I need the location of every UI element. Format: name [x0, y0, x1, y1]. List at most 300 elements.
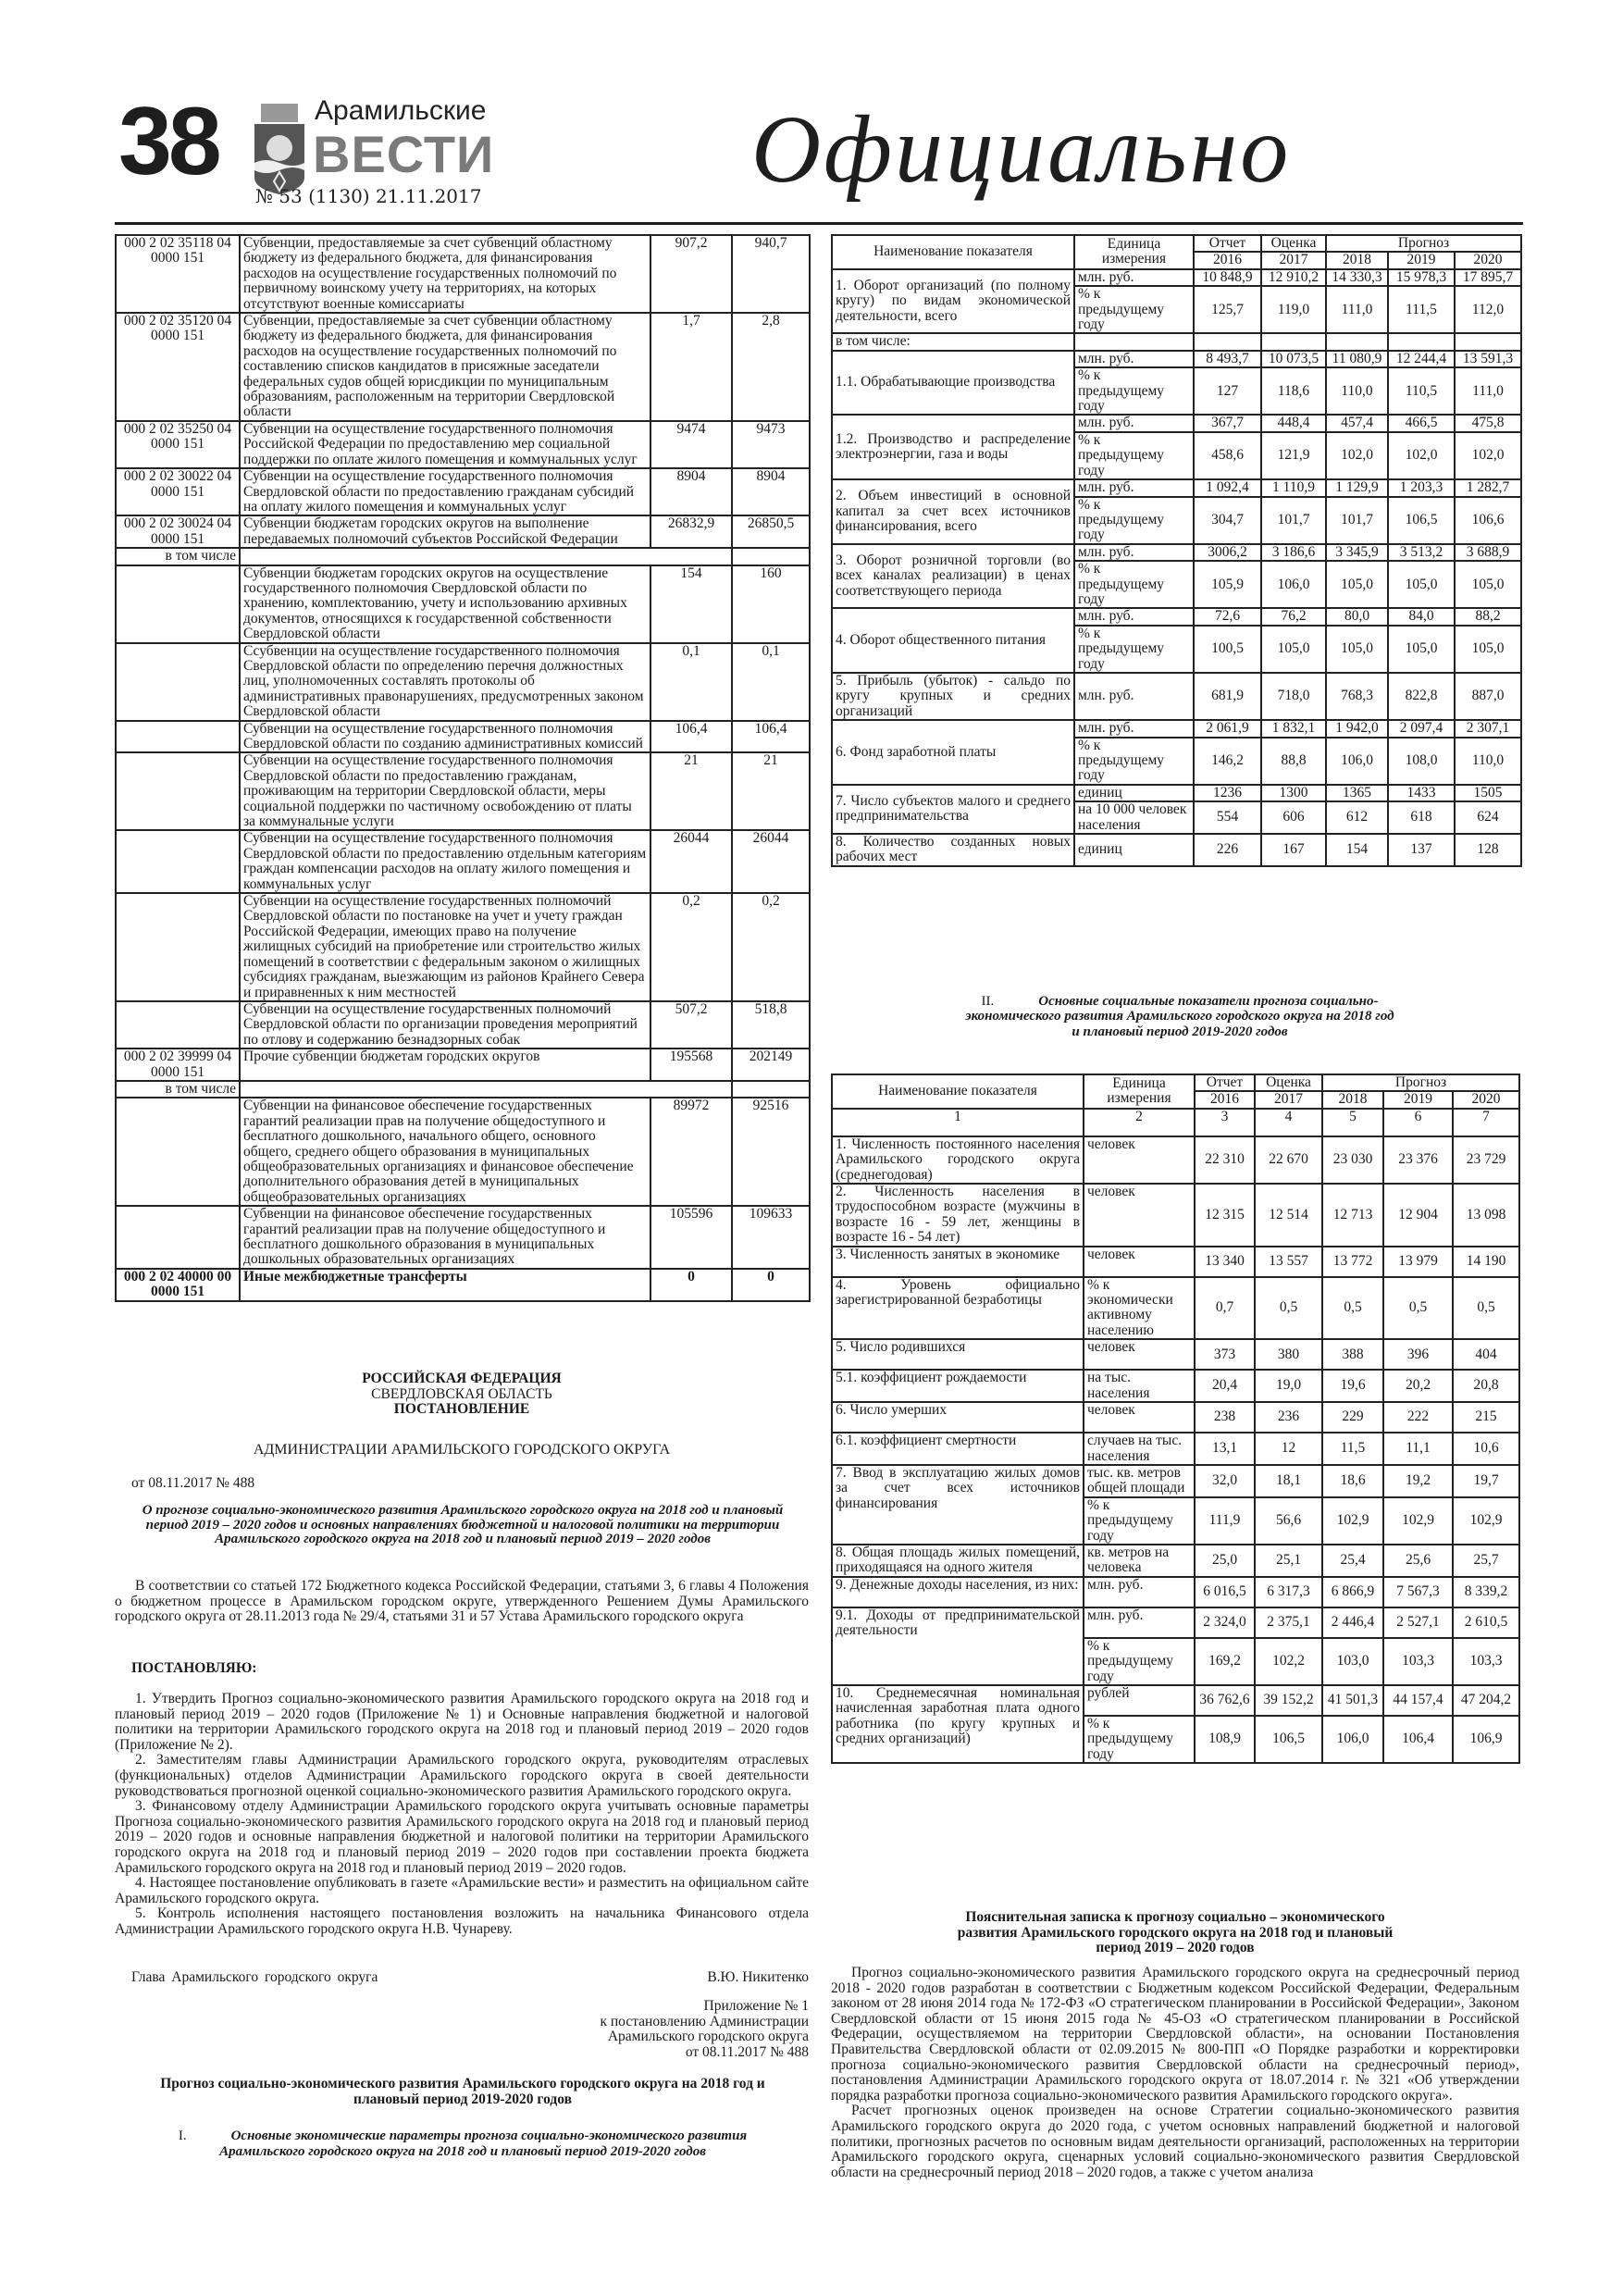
unit: % к предыдущему году	[1074, 626, 1194, 673]
table-row	[116, 1049, 810, 1081]
value-2016: 0,7	[1195, 1277, 1255, 1340]
resolve-heading: ПОСТАНОВЛЯЮ:	[131, 1660, 257, 1676]
value-2017: 19,0	[1255, 1370, 1322, 1402]
unit: % к предыдущему году	[1074, 561, 1194, 608]
value-2020: 25,7	[1453, 1545, 1519, 1577]
note-title: Пояснительная записка к прогнозу социально – экономического развития Арамильского городского округа на 2018 год и плановый период 2019 – 2020 годов	[957, 1909, 1394, 1956]
value-2018: 0,2	[650, 893, 732, 1001]
indicator-name: 5.1. коэффициент рождаемости	[832, 1370, 1084, 1402]
unit: % к предыдущему году	[1074, 497, 1194, 544]
value-2018: 102,0	[1326, 432, 1388, 479]
unit: % к предыдущему году	[1084, 1638, 1195, 1685]
unit: единиц	[1074, 785, 1194, 801]
value-2017: 118,6	[1261, 367, 1326, 415]
value-2020: 106,6	[1455, 497, 1521, 544]
header-year: 2020	[1455, 252, 1521, 268]
header-row	[832, 1074, 1519, 1091]
indicator-name: 5. Число родившихся	[832, 1339, 1084, 1370]
indicator-name: 6. Фонд заработной платы	[832, 720, 1074, 785]
item-description: Субвенции на осуществление государственного полномочия Свердловской области по предоставлению гражданам, проживающим на территории Свердловской области, меры социальной поддержки по частичному освобождению от платы за коммунальные услуги	[240, 752, 650, 830]
column-number: 5	[1322, 1109, 1383, 1136]
value-2019: 7 567,3	[1383, 1577, 1453, 1607]
value-2017: 167	[1261, 834, 1326, 866]
value-2018: 110,0	[1326, 367, 1388, 415]
value-2016: 13,1	[1195, 1433, 1255, 1465]
value-2018: 1 942,0	[1326, 720, 1388, 737]
table-row	[832, 1402, 1519, 1433]
value-2018: 612	[1326, 801, 1388, 834]
decree-item: 1. Утвердить Прогноз социально-экономического развития Арамильского городского округа на 2018 год и плановый период 2019 – 2020 годов (Приложение № 1) и Основные направления бюджетной и налоговой политики на территории Арамильского городского округа на 2018 год и плановый период 2019 – 2020 годов (Приложение № 2).	[115, 1691, 809, 1753]
value-2017: 0,5	[1255, 1277, 1322, 1340]
value-2018: 3 345,9	[1326, 544, 1388, 561]
value-2020: 106,9	[1453, 1716, 1519, 1763]
table-row	[116, 643, 810, 721]
value-2019: 92516	[732, 1098, 810, 1206]
unit: случаев на тыс. населения	[1084, 1433, 1195, 1465]
value-2019: 12 244,4	[1388, 351, 1455, 367]
value-2019: 11,1	[1383, 1433, 1453, 1465]
value-2019: 3 513,2	[1388, 544, 1455, 561]
value-2020: 1505	[1455, 785, 1521, 801]
empty-cell	[732, 548, 810, 565]
value-2019: 822,8	[1388, 673, 1455, 720]
item-description: Прочие субвенции бюджетам городских округов	[240, 1049, 650, 1081]
value-2019: 518,8	[732, 1001, 810, 1049]
value-2018: 154	[650, 565, 732, 643]
value-2018: 23 030	[1322, 1136, 1383, 1184]
item-description: Субвенции бюджетам городских округов на выполнение передаваемых полномочий субъектов Российской Федерации	[240, 515, 650, 548]
explanatory-note	[831, 1966, 1519, 2180]
value-2016: 72,6	[1194, 608, 1261, 625]
value-2016: 226	[1194, 834, 1261, 866]
value-2016: 10 848,9	[1194, 269, 1261, 286]
value-2019: 109633	[732, 1206, 810, 1269]
value-2017: 121,9	[1261, 432, 1326, 479]
value-2020: 215	[1453, 1402, 1519, 1433]
value-2016: 3006,2	[1194, 544, 1261, 561]
appendix-reference	[531, 1999, 809, 2060]
value-2020: 404	[1453, 1339, 1519, 1370]
column-number: 4	[1255, 1109, 1322, 1136]
unit: человек	[1084, 1247, 1195, 1277]
value-2016: 2 324,0	[1195, 1607, 1255, 1638]
value-2020: 102,9	[1453, 1497, 1519, 1545]
value-2016: 238	[1195, 1402, 1255, 1433]
value-2019: 202149	[732, 1049, 810, 1081]
value-2020: 2 307,1	[1455, 720, 1521, 737]
value-2018: 1,7	[650, 313, 732, 421]
table-row	[832, 1577, 1519, 1607]
value-2018: 103,0	[1322, 1638, 1383, 1685]
value-2017: 13 557	[1255, 1247, 1322, 1277]
value-2019: 2,8	[732, 313, 810, 421]
value-2017: 12 514	[1255, 1184, 1322, 1247]
unit: тыс. кв. метров общей площади	[1084, 1465, 1195, 1497]
budget-code: 000 2 02 35250 04 0000 151	[116, 421, 240, 468]
item-description: Субвенции на осуществление государственных полномочий Свердловской области по постановке на учет и учету граждан Российской Федерации, имеющих право на получение жилищных субсидий на приобретение или строительство жилых помещений в соответствии с федеральным законом о жилищных субсидиях гражданам, выезжающим из районов Крайнего Севера и приравненных к ним местностей	[240, 893, 650, 1001]
value-2020: 110,0	[1455, 738, 1521, 785]
value-2020: 17 895,7	[1455, 269, 1521, 286]
indicator-name: 6. Число умерших	[832, 1402, 1084, 1433]
budget-code	[116, 893, 240, 1001]
decree-item: 2. Заместителям главы Администрации Арамильского городского округа, руководителям отраслевых (функциональных) отделов Администрации Арамильского городского округа в своей деятельности руководствоваться прогнозной оценкой социально-экономического развития Арамильского городского округа.	[115, 1752, 809, 1799]
unit: на 10 000 человек населения	[1074, 801, 1194, 834]
document-type: ПОСТАНОВЛЕНИЕ	[393, 1401, 530, 1418]
value-2018: 11,5	[1322, 1433, 1383, 1465]
column-number: 2	[1084, 1109, 1195, 1136]
table-row	[116, 468, 810, 515]
table-row	[116, 1269, 810, 1301]
value-2017: 448,4	[1261, 415, 1326, 431]
budget-code	[116, 830, 240, 893]
signature-name: В.Ю. Никитенко	[707, 1969, 809, 1985]
value-2018: 11 080,9	[1326, 351, 1388, 367]
indicator-name: 1.1. Обрабатывающие производства	[832, 351, 1074, 416]
value-2019: 466,5	[1388, 415, 1455, 431]
column-number: 1	[832, 1109, 1084, 1136]
value-2016: 367,7	[1194, 415, 1261, 431]
item-description: Ссубвенции на осуществление государственного полномочия Свердловской области по определению перечня должностных лиц, уполномоченных составлять протоколы об административных правонарушениях, предусмотренных законом Свердловской области	[240, 643, 650, 721]
value-2017: 1300	[1261, 785, 1326, 801]
value-2019: 12 904	[1383, 1184, 1453, 1247]
header-unit: Единица измерения	[1084, 1074, 1195, 1109]
unit: % к экономически активному населению	[1084, 1277, 1195, 1340]
value-2016: 2 061,9	[1194, 720, 1261, 737]
indicator-name: 6.1. коэффициент смертности	[832, 1433, 1084, 1465]
value-2019: 2 527,1	[1383, 1607, 1453, 1638]
item-description: Субвенции, предоставляемые за счет субвенций областному бюджету из федерального бюджета, для финансирования расходов на осуществление государственных полномочий по первичному воинскому учету на территориях, на которых отсутствуют военные комиссариаты	[240, 235, 650, 313]
brand-name-top: Арамильские	[315, 95, 487, 126]
value-2020: 111,0	[1455, 367, 1521, 415]
header-report: Отчет	[1194, 235, 1261, 252]
value-2020: 102,0	[1455, 432, 1521, 479]
value-2020: 624	[1455, 801, 1521, 834]
table-row	[832, 1136, 1519, 1184]
value-2018: 102,9	[1322, 1497, 1383, 1545]
value-2019: 111,5	[1388, 286, 1455, 333]
budget-code: 000 2 02 30024 04 0000 151	[116, 515, 240, 548]
value-2018: 106,0	[1326, 738, 1388, 785]
table-row	[832, 479, 1521, 496]
value-2016: 32,0	[1195, 1465, 1255, 1497]
decree-preamble	[115, 1579, 809, 1625]
value-2018: 80,0	[1326, 608, 1388, 625]
issuer: АДМИНИСТРАЦИИ АРАМИЛЬСКОГО ГОРОДСКОГО ОКРУГА	[253, 1442, 671, 1458]
unit: % к предыдущему году	[1074, 738, 1194, 785]
value-2019: 110,5	[1388, 367, 1455, 415]
value-2019: 23 376	[1383, 1136, 1453, 1184]
value-2018: 0,1	[650, 643, 732, 721]
value-2018: 105,0	[1326, 561, 1388, 608]
item-description: Иные межбюджетные трансферты	[240, 1269, 650, 1301]
unit: % к предыдущему году	[1074, 432, 1194, 479]
header-unit: Единица измерения	[1074, 235, 1194, 269]
unit: единиц	[1074, 834, 1194, 866]
table-row	[116, 515, 810, 548]
value-2016: 13 340	[1195, 1247, 1255, 1277]
value-2019: 21	[732, 752, 810, 830]
value-2018: 388	[1322, 1339, 1383, 1370]
table-row	[832, 1339, 1519, 1370]
decree-item: 3. Финансовому отделу Администрации Арамильского городского округа учитывать основные параметры Прогноза социально-экономического развития Арамильского городского округа на 2018 год и плановый период 2019 – 2020 годов и основные направления бюджетной и налоговой политики на территории Арамильского городского округа на 2018 год и плановый период 2019 – 2020 годов при составлении проекта бюджета Арамильского городского округа на 2018 год и плановый период 2019 – 2020 годов.	[115, 1798, 809, 1876]
table-row	[832, 1184, 1519, 1247]
decree-title: О прогнозе социально-экономического развития Арамильского городского округа на 2018 год и плановый период 2019 – 2020 годов и основных направлениях бюджетной и налоговой политики на территории Арамильского городского округа на 2018 год и плановый период 2019 – 2020 годов	[142, 1503, 784, 1546]
budget-code: 000 2 02 30022 04 0000 151	[116, 468, 240, 515]
table-row	[832, 1465, 1519, 1497]
indicator-name: в том числе:	[832, 333, 1074, 350]
value-2017: 106,0	[1261, 561, 1326, 608]
value-2017: 106,5	[1255, 1716, 1322, 1763]
issue-number-date: № 53 (1130) 21.11.2017	[255, 185, 482, 207]
value-2018: 26044	[650, 830, 732, 893]
value-2016: 36 762,6	[1195, 1685, 1255, 1716]
value-2016: 373	[1195, 1339, 1255, 1370]
indicator-name: 3. Оборот розничной торговли (во всех каналах реализации) в ценах соответствующего периода	[832, 544, 1074, 609]
value-2016: 554	[1194, 801, 1261, 834]
table-row	[832, 351, 1521, 367]
value-2016: 681,9	[1194, 673, 1261, 720]
item-description: Субвенции на осуществление государственных полномочий Свердловской области по организации проведения мероприятий по отлову и содержанию безнадзорных собак	[240, 1001, 650, 1049]
unit: человек	[1084, 1136, 1195, 1184]
value-2016: 22 310	[1195, 1136, 1255, 1184]
indicator-name: 9.1. Доходы от предпринимательской деятельности	[832, 1607, 1084, 1685]
decree-items	[115, 1692, 809, 1938]
budget-code: 000 2 02 40000 00 0000 151	[116, 1269, 240, 1301]
value-2018: 26832,9	[650, 515, 732, 548]
value-2018: 457,4	[1326, 415, 1388, 431]
value-2016: 169,2	[1195, 1638, 1255, 1685]
region: СВЕРДЛОВСКАЯ ОБЛАСТЬ	[371, 1385, 552, 1402]
unit: % к предыдущему году	[1074, 286, 1194, 333]
item-description: Субвенции на финансовое обеспечение государственных гарантий реализации прав на получение общедоступного и бесплатного дошкольного образования в муниципальных дошкольных образовательных организациях	[240, 1206, 650, 1269]
value-2019: 1 203,3	[1388, 479, 1455, 496]
budget-subventions-table	[115, 234, 811, 1302]
indicator-name: 8. Количество созданных новых рабочих мест	[832, 834, 1074, 866]
budget-code: 000 2 02 35118 04 0000 151	[116, 235, 240, 313]
value-2018: 1 129,9	[1326, 479, 1388, 496]
economic-parameters-table	[831, 234, 1522, 867]
header-year: 2017	[1255, 1091, 1322, 1108]
value-2017: 22 670	[1255, 1136, 1322, 1184]
table-row	[832, 834, 1521, 866]
value-2019: 396	[1383, 1339, 1453, 1370]
value-2017: 718,0	[1261, 673, 1326, 720]
value-2018	[1326, 333, 1388, 350]
table-row	[116, 1081, 810, 1098]
value-2017: 1 832,1	[1261, 720, 1326, 737]
table-row	[116, 1001, 810, 1049]
value-2018: 13 772	[1322, 1247, 1383, 1277]
indicator-name: 4. Оборот общественного питания	[832, 608, 1074, 673]
value-2019: 25,6	[1383, 1545, 1453, 1577]
column-number: 6	[1383, 1109, 1453, 1136]
table-row	[832, 1370, 1519, 1402]
value-2017: 2 375,1	[1255, 1607, 1322, 1638]
value-2018: 768,3	[1326, 673, 1388, 720]
value-2020: 887,0	[1455, 673, 1521, 720]
value-2016: 1 092,4	[1194, 479, 1261, 496]
value-2017: 1 110,9	[1261, 479, 1326, 496]
table-row	[116, 1206, 810, 1269]
value-2017: 606	[1261, 801, 1326, 834]
header-year: 2018	[1322, 1091, 1383, 1108]
column-number: 3	[1195, 1109, 1255, 1136]
table-row	[832, 544, 1521, 561]
table-row	[832, 1545, 1519, 1577]
value-2018: 507,2	[650, 1001, 732, 1049]
value-2019: 26044	[732, 830, 810, 893]
header-estimate: Оценка	[1261, 235, 1326, 252]
value-2018: 111,0	[1326, 286, 1388, 333]
decree-item: 5. Контроль исполнения настоящего постановления возложить на начальника Финансового отдела Администрации Арамильского городского округа Н.В. Чунареву.	[115, 1905, 809, 1937]
column-numbers-row	[832, 1109, 1519, 1136]
value-2020: 105,0	[1455, 626, 1521, 673]
unit: млн. руб.	[1074, 544, 1194, 561]
unit: % к предыдущему году	[1084, 1716, 1195, 1763]
signature-role: Глава Арамильского городского округа	[131, 1969, 378, 1985]
value-2016: 458,6	[1194, 432, 1261, 479]
value-2016	[1194, 333, 1261, 350]
indicator-name: 2. Объем инвестиций в основной капитал за счет всех источников финансирования, всего	[832, 479, 1074, 544]
table-row	[116, 235, 810, 313]
subtotal-label: в том числе	[116, 548, 240, 565]
value-2020: 103,3	[1453, 1638, 1519, 1685]
value-2019: 19,2	[1383, 1465, 1453, 1497]
value-2019: 102,0	[1388, 432, 1455, 479]
item-description: Субвенции бюджетам городских округов на осуществление государственного полномочия Свердловской области по хранению, комплектованию, учету и использованию архивных документов, относящихся к государственной собственности Свердловской области	[240, 565, 650, 643]
note-paragraph: Прогноз социально-экономического развития Арамильского городского округа на среднесрочный период 2018 - 2020 годов разработан в соответствии с Бюджетным кодексом Российской Федерации, Федеральным законом от 28 июня 2014 года № 172-ФЗ «О стратегическом планировании в Российской Федерации», Законом Свердловской области от 15 июня 2015 года № 45-ОЗ «О стратегическом планировании в Российской Федерации, осуществляемом на территории Свердловской области», на основании Постановления Правительства Свердловской области от 02.09.2015 № 800-ПП «О Порядке разработки и корректировки прогноза социально-экономического развития Свердловской области на среднесрочный период», постановления Администрации Арамильского городского округа от 18.07.2014 г. № 321 «Об утверждении порядка разработки прогноза социально-экономического развития Арамильского городского округа».	[831, 1965, 1519, 2104]
value-2018: 6 866,9	[1322, 1577, 1383, 1607]
item-description: Субвенции на осуществление государственного полномочия Российской Федерации по предоставлению мер социальной поддержки по оплате жилого помещения и коммунальных услуг	[240, 421, 650, 468]
item-description: Субвенции на осуществление государственного полномочия Свердловской области по предоставлению гражданам субсидий на оплату жилого помещения и коммунальных услуг	[240, 468, 650, 515]
indicator-name: 4. Уровень официально зарегистрированной безработицы	[832, 1277, 1084, 1340]
section1-heading	[139, 2128, 787, 2159]
unit: человек	[1084, 1184, 1195, 1247]
unit: кв. метров на человека	[1084, 1545, 1195, 1577]
budget-code	[116, 1098, 240, 1206]
value-2019: 0,5	[1383, 1277, 1453, 1340]
value-2017	[1261, 333, 1326, 350]
value-2020: 105,0	[1455, 561, 1521, 608]
value-2017: 105,0	[1261, 626, 1326, 673]
value-2018: 9474	[650, 421, 732, 468]
value-2016: 146,2	[1194, 738, 1261, 785]
appendix-line: Приложение № 1	[703, 1998, 809, 2014]
unit: млн. руб.	[1074, 351, 1194, 367]
item-description: Субвенции, предоставляемые за счет субвенции областному бюджету из федерального бюджета, для финансирования расходов на осуществление государственных полномочий по составлению списков кандидатов в присяжные заседатели федеральных судов общей юрисдикции по муниципальным образованиям, расположенным на территории Свердловской области	[240, 313, 650, 421]
header-estimate: Оценка	[1255, 1074, 1322, 1091]
header-name: Наименование показателя	[832, 235, 1074, 269]
value-2020: 128	[1455, 834, 1521, 866]
value-2018: 18,6	[1322, 1465, 1383, 1497]
unit: млн. руб.	[1074, 608, 1194, 625]
value-2019: 106,4	[1383, 1716, 1453, 1763]
decree-item: 4. Настоящее постановление опубликовать в газете «Арамильские вести» и разместить на официальном сайте Арамильского городского округа.	[115, 1875, 809, 1906]
value-2019: 8904	[732, 468, 810, 515]
value-2018: 106,4	[650, 721, 732, 753]
value-2020: 8 339,2	[1453, 1577, 1519, 1607]
brand-name-main: ВЕСТИ	[313, 125, 495, 183]
table-row	[832, 785, 1521, 801]
section1-title: Основные экономические параметры прогноза социально-экономического развития Арамильского городского округа на 2018 год и плановый период 2019-2020 годов	[219, 2128, 748, 2159]
value-2020: 20,8	[1453, 1370, 1519, 1402]
value-2018: 229	[1322, 1402, 1383, 1433]
value-2019: 106,4	[732, 721, 810, 753]
empty-cell	[240, 548, 732, 565]
table-row	[832, 673, 1521, 720]
budget-code: 000 2 02 39999 04 0000 151	[116, 1049, 240, 1081]
table-row	[116, 752, 810, 830]
table-row	[832, 608, 1521, 625]
value-2020: 19,7	[1453, 1465, 1519, 1497]
value-2019: 222	[1383, 1402, 1453, 1433]
value-2019: 160	[732, 565, 810, 643]
budget-code: 000 2 02 35120 04 0000 151	[116, 313, 240, 421]
value-2017: 18,1	[1255, 1465, 1322, 1497]
header-year: 2018	[1326, 252, 1388, 268]
budget-code	[116, 721, 240, 753]
unit	[1074, 333, 1194, 350]
table-row	[832, 1277, 1519, 1340]
value-2018: 154	[1326, 834, 1388, 866]
column-number: 7	[1453, 1109, 1519, 1136]
value-2018: 101,7	[1326, 497, 1388, 544]
appendix-line: Арамильского городского округа	[607, 2029, 809, 2045]
value-2020: 1 282,7	[1455, 479, 1521, 496]
value-2018: 2 446,4	[1322, 1607, 1383, 1638]
value-2020: 14 190	[1453, 1247, 1519, 1277]
value-2020: 10,6	[1453, 1433, 1519, 1465]
table-row	[832, 720, 1521, 737]
value-2019: 15 978,3	[1388, 269, 1455, 286]
value-2016: 105,9	[1194, 561, 1261, 608]
value-2018: 1365	[1326, 785, 1388, 801]
table-row	[116, 313, 810, 421]
value-2016: 127	[1194, 367, 1261, 415]
value-2017: 380	[1255, 1339, 1322, 1370]
header-name: Наименование показателя	[832, 1074, 1084, 1109]
value-2017: 25,1	[1255, 1545, 1322, 1577]
table-row	[832, 269, 1521, 286]
indicator-name: 1. Численность постоянного населения Арамильского городского округа (среднегодовая)	[832, 1136, 1084, 1184]
value-2017: 39 152,2	[1255, 1685, 1322, 1716]
value-2019: 0,2	[732, 893, 810, 1001]
coat-of-arms-logo	[252, 104, 307, 196]
value-2019: 13 979	[1383, 1247, 1453, 1277]
note-paragraph: Расчет прогнозных оценок произведен на основе Стратегии социально-экономического развития Арамильского городского округа до 2020 года, с учетом основных направлений бюджетной и налоговой политики, прогнозных расчетов по основным видам деятельности организаций, расположенных на территории Арамильского городского округа, сценарных условий социально-экономического развития Свердловской области на среднесрочный период 2018 – 2020 годов, а также с учетом анализа	[831, 2103, 1519, 2180]
value-2019: 618	[1388, 801, 1455, 834]
value-2019: 105,0	[1388, 561, 1455, 608]
value-2019: 940,7	[732, 235, 810, 313]
value-2020: 47 204,2	[1453, 1685, 1519, 1716]
value-2019: 0	[732, 1269, 810, 1301]
budget-code	[116, 643, 240, 721]
header-forecast: Прогноз	[1322, 1074, 1519, 1091]
value-2019: 102,9	[1383, 1497, 1453, 1545]
table-row	[832, 1685, 1519, 1716]
subtotal-label: в том числе	[116, 1081, 240, 1098]
unit: на тыс. населения	[1084, 1370, 1195, 1402]
value-2019: 0,1	[732, 643, 810, 721]
unit: человек	[1084, 1402, 1195, 1433]
value-2016: 20,4	[1195, 1370, 1255, 1402]
value-2018: 0,5	[1322, 1277, 1383, 1340]
value-2020: 2 610,5	[1453, 1607, 1519, 1638]
value-2017: 236	[1255, 1402, 1322, 1433]
value-2018: 0	[650, 1269, 732, 1301]
value-2017: 12 910,2	[1261, 269, 1326, 286]
value-2018: 105596	[650, 1206, 732, 1269]
